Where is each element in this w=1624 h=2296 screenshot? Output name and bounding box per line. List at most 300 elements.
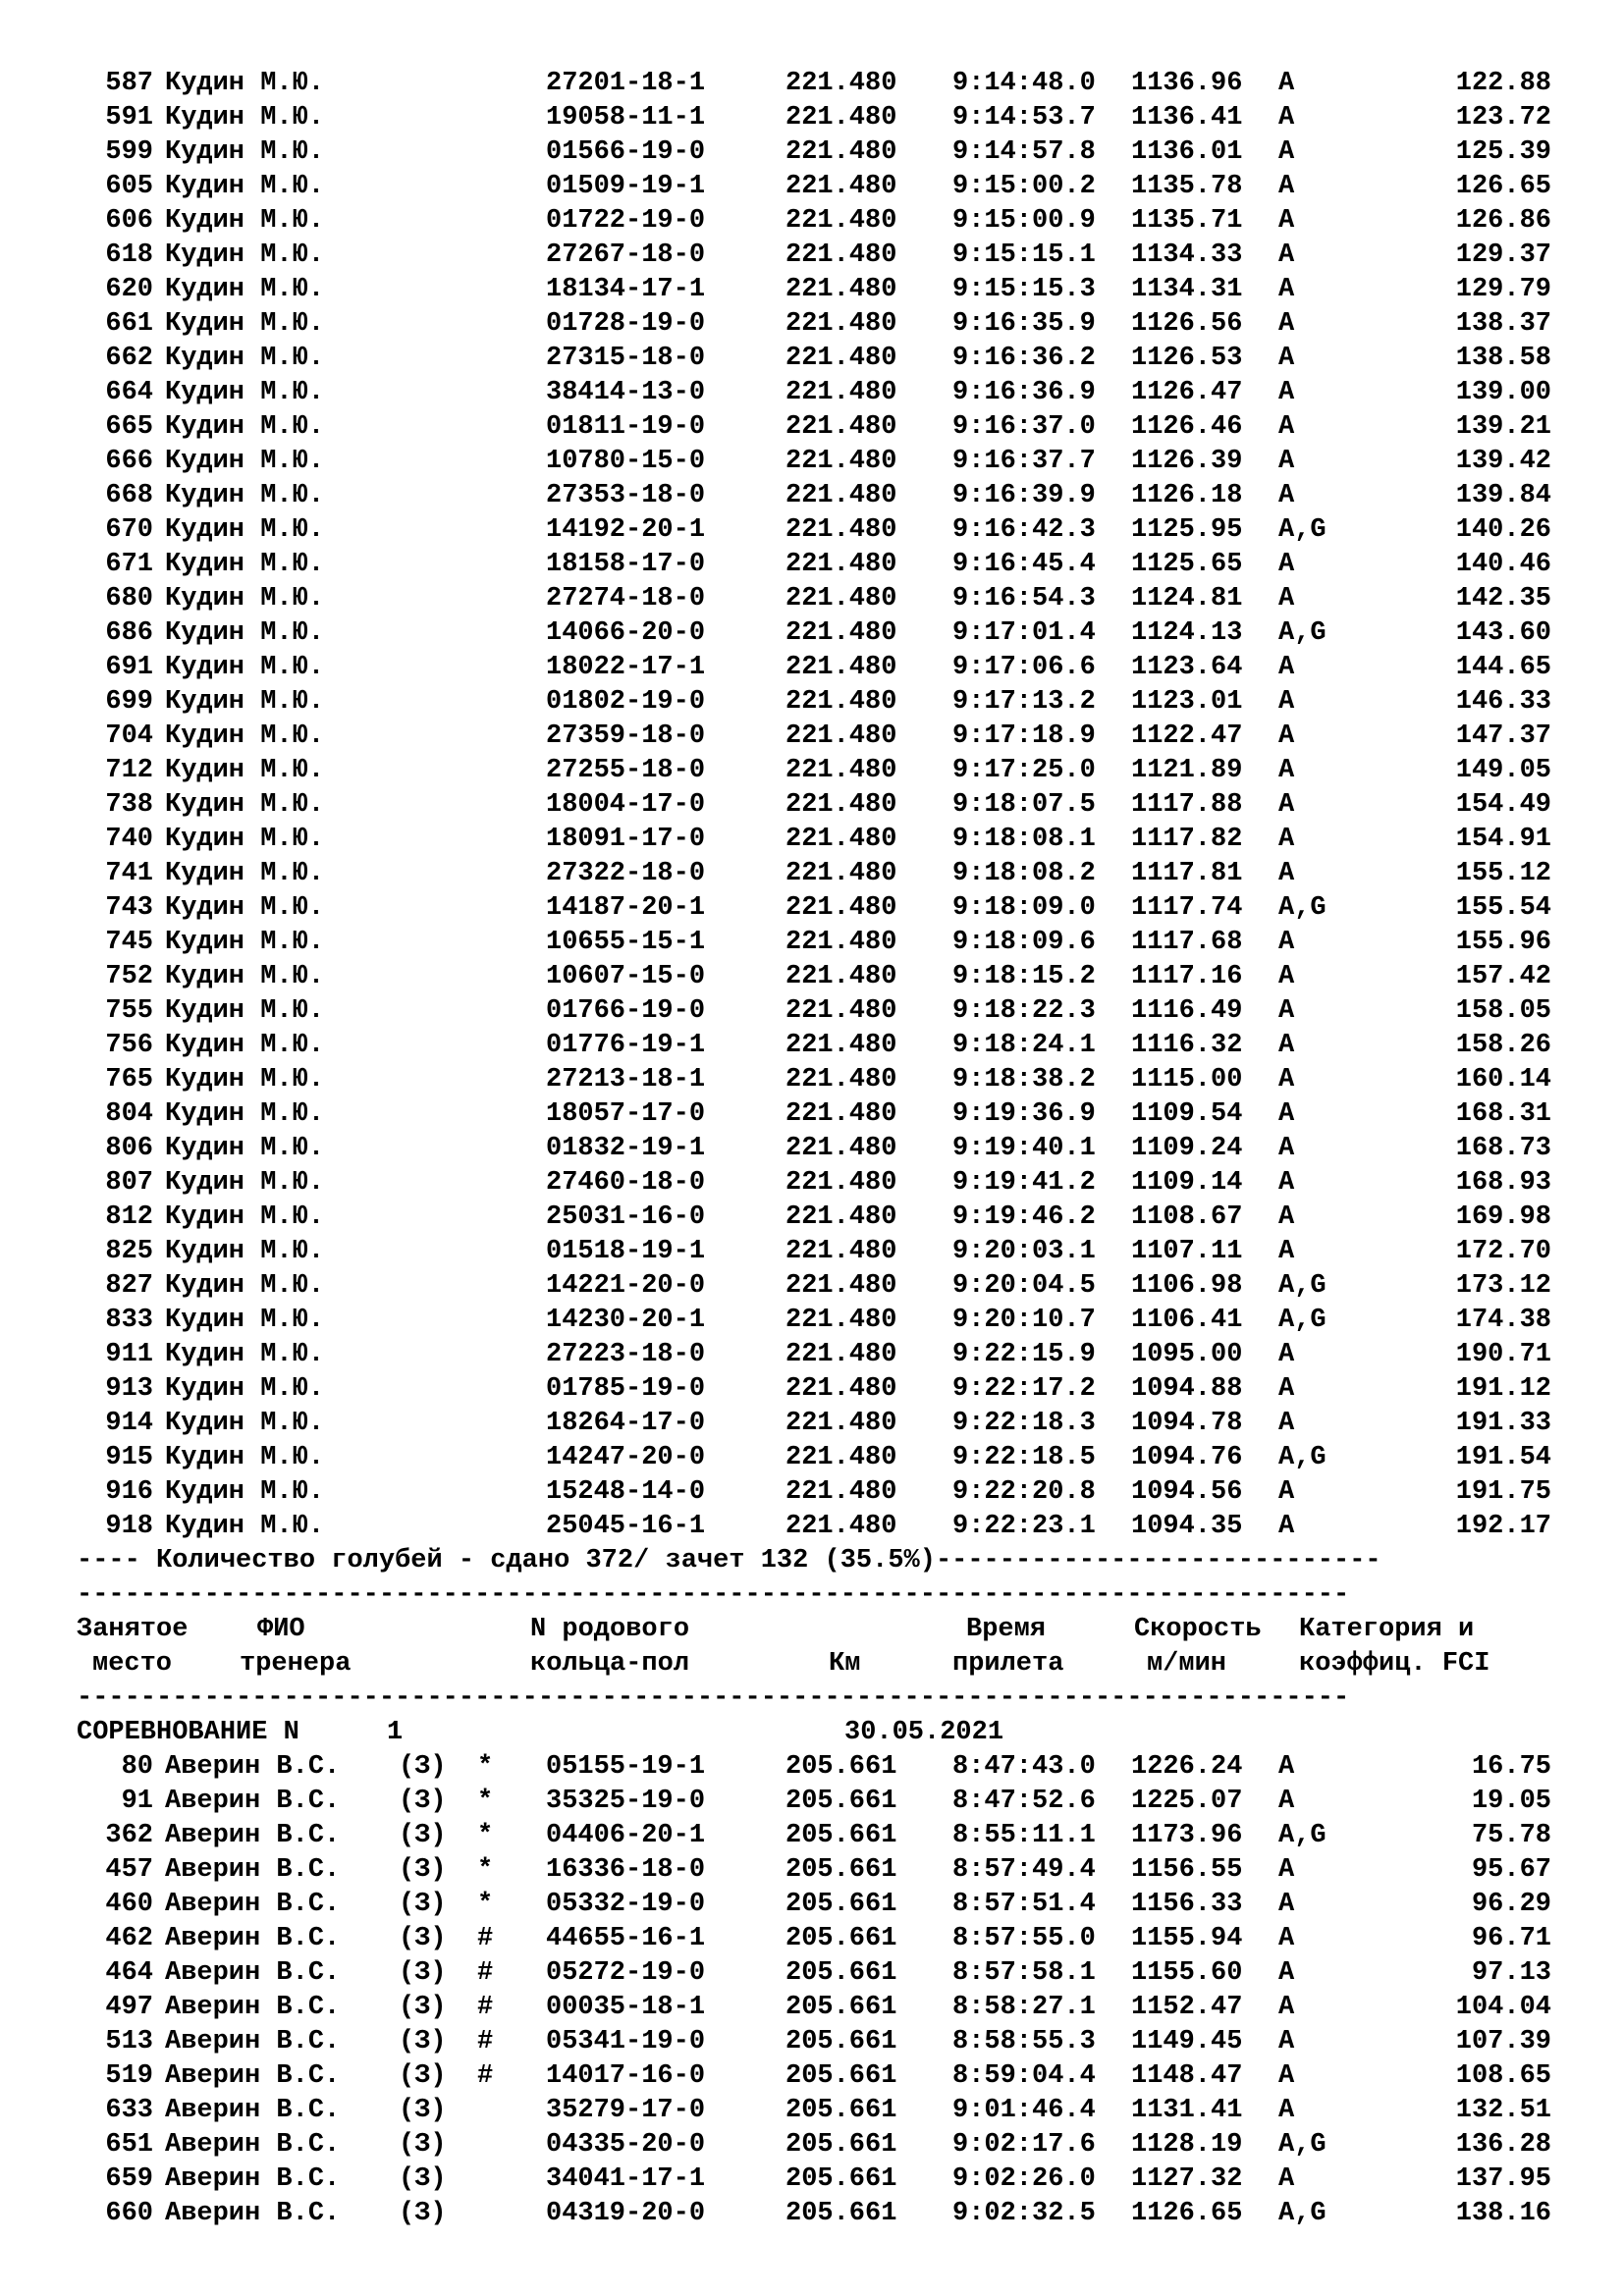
cell-speed: 1127.32 [1131,2164,1243,2194]
cell-time: 9:19:41.2 [952,1168,1096,1198]
table-row [0,239,1624,273]
cell-trainer: Кудин М.Ю. [165,653,325,682]
cell-time: 9:16:36.2 [952,344,1096,373]
cell-coefficient: 139.42 [1455,447,1551,476]
cell-ring: 18057-17-0 [546,1099,706,1129]
table-row [0,857,1624,891]
cell-trainer: Аверин В.С. [165,2199,341,2228]
cell-ring: 10780-15-0 [546,447,706,476]
cell-place: 691 [105,653,153,682]
cell-time: 9:22:23.1 [952,1512,1096,1541]
cell-place: 670 [105,515,153,545]
cell-speed: 1094.76 [1131,1443,1243,1472]
cell-place: 651 [105,2130,153,2160]
cell-club: (З) [399,2061,447,2091]
cell-km: 221.480 [785,996,897,1026]
cell-time: 9:20:04.5 [952,1271,1096,1301]
cell-km: 221.480 [785,790,897,820]
cell-km: 221.480 [785,687,897,717]
cell-coefficient: 104.04 [1455,1993,1551,2022]
cell-trainer: Аверин В.С. [165,2164,341,2194]
cell-km: 221.480 [785,550,897,579]
cell-coefficient: 155.12 [1455,859,1551,888]
cell-category: A [1278,2096,1295,2125]
cell-ring: 14187-20-1 [546,893,706,923]
cell-time: 9:02:17.6 [952,2130,1096,2160]
table-row [0,548,1624,582]
cell-category: A,G [1278,2199,1326,2228]
cell-club: (З) [399,2130,447,2160]
cell-coefficient: 168.93 [1455,1168,1551,1198]
cell-trainer: Кудин М.Ю. [165,550,325,579]
cell-speed: 1109.54 [1131,1099,1243,1129]
cell-km: 205.661 [785,1821,897,1850]
cell-km: 221.480 [785,447,897,476]
cell-place: 686 [105,618,153,648]
cell-ring: 38414-13-0 [546,378,706,407]
cell-place: 825 [105,1237,153,1266]
cell-km: 221.480 [785,481,897,510]
cell-mark: * [477,1752,494,1782]
separator-row-2 [0,1682,1624,1716]
cell-category: A [1278,1512,1295,1541]
cell-ring: 34041-17-1 [546,2164,706,2194]
cell-speed: 1155.60 [1131,1958,1243,1988]
cell-coefficient: 96.29 [1471,1890,1551,1919]
cell-speed: 1128.19 [1131,2130,1243,2160]
cell-category: A [1278,378,1295,407]
cell-club: (З) [399,1993,447,2022]
cell-time: 9:19:40.1 [952,1134,1096,1163]
cell-speed: 1136.96 [1131,69,1243,98]
cell-category: A [1278,1099,1295,1129]
cell-place: 460 [105,1890,153,1919]
cell-ring: 27213-18-1 [546,1065,706,1095]
cell-time: 9:18:08.2 [952,859,1096,888]
cell-category: A [1278,481,1295,510]
table-row [0,651,1624,685]
cell-km: 221.480 [785,206,897,236]
cell-km: 221.480 [785,1065,897,1095]
cell-coefficient: 138.58 [1455,344,1551,373]
cell-km: 205.661 [785,2061,897,2091]
cell-category: A [1278,69,1295,98]
cell-category: A [1278,928,1295,957]
table-row [0,582,1624,616]
cell-category: A [1278,756,1295,785]
table-row [0,754,1624,788]
cell-km: 205.661 [785,2199,897,2228]
cell-place: 605 [105,172,153,201]
separator-row [0,1578,1624,1613]
cell-speed: 1134.33 [1131,240,1243,270]
cell-category: A,G [1278,1821,1326,1850]
cell-coefficient: 158.26 [1455,1031,1551,1060]
cell-place: 745 [105,928,153,957]
cell-time: 9:17:06.6 [952,653,1096,682]
cell-coefficient: 136.28 [1455,2130,1551,2160]
header-place-2: место [92,1649,173,1679]
table-row [0,2163,1624,2197]
cell-place: 618 [105,240,153,270]
cell-category: A [1278,1340,1295,1369]
header-ring: N родового [530,1615,690,1644]
cell-trainer: Аверин В.С. [165,1855,341,1885]
cell-coefficient: 125.39 [1455,137,1551,167]
cell-speed: 1126.56 [1131,309,1243,339]
cell-km: 221.480 [785,893,897,923]
cell-km: 221.480 [785,1409,897,1438]
cell-speed: 1117.74 [1131,893,1243,923]
cell-ring: 10607-15-0 [546,962,706,991]
cell-mark: # [477,1993,494,2022]
cell-club: (З) [399,2199,447,2228]
cell-speed: 1125.65 [1131,550,1243,579]
table-row [0,1338,1624,1372]
cell-trainer: Кудин М.Ю. [165,1271,325,1301]
cell-coefficient: 143.60 [1455,618,1551,648]
cell-category: A [1278,996,1295,1026]
cell-category: A [1278,1924,1295,1953]
cell-coefficient: 129.79 [1455,275,1551,304]
cell-coefficient: 190.71 [1455,1340,1551,1369]
cell-time: 9:22:17.2 [952,1374,1096,1404]
cell-speed: 1106.41 [1131,1306,1243,1335]
cell-coefficient: 97.13 [1471,1958,1551,1988]
cell-place: 914 [105,1409,153,1438]
cell-mark: * [477,1890,494,1919]
cell-place: 80 [121,1752,153,1782]
cell-place: 704 [105,721,153,751]
cell-trainer: Кудин М.Ю. [165,721,325,751]
cell-trainer: Кудин М.Ю. [165,344,325,373]
cell-trainer: Кудин М.Ю. [165,309,325,339]
cell-trainer: Кудин М.Ю. [165,584,325,614]
cell-time: 9:02:26.0 [952,2164,1096,2194]
cell-ring: 01766-19-0 [546,996,706,1026]
cell-place: 743 [105,893,153,923]
cell-mark: # [477,2027,494,2056]
cell-trainer: Кудин М.Ю. [165,1512,325,1541]
cell-ring: 18091-17-0 [546,825,706,854]
cell-category: A [1278,1031,1295,1060]
cell-ring: 01518-19-1 [546,1237,706,1266]
table-row [0,1956,1624,1991]
cell-km: 221.480 [785,756,897,785]
table-row [0,1922,1624,1956]
cell-place: 513 [105,2027,153,2056]
cell-speed: 1109.14 [1131,1168,1243,1198]
header-category-2: коэффиц. FCI [1299,1649,1490,1679]
cell-club: (З) [399,1821,447,1850]
cell-time: 9:16:37.0 [952,412,1096,442]
cell-category: A [1278,790,1295,820]
cell-place: 457 [105,1855,153,1885]
cell-time: 9:14:57.8 [952,137,1096,167]
cell-place: 915 [105,1443,153,1472]
cell-coefficient: 140.26 [1455,515,1551,545]
cell-ring: 18134-17-1 [546,275,706,304]
cell-coefficient: 16.75 [1471,1752,1551,1782]
cell-ring: 19058-11-1 [546,103,706,133]
cell-place: 807 [105,1168,153,1198]
cell-coefficient: 155.96 [1455,928,1551,957]
cell-place: 666 [105,447,153,476]
cell-trainer: Кудин М.Ю. [165,69,325,98]
table-row [0,994,1624,1029]
cell-time: 9:20:03.1 [952,1237,1096,1266]
cell-km: 221.480 [785,928,897,957]
cell-category: A [1278,412,1295,442]
table-row [0,1888,1624,1922]
cell-ring: 15248-14-0 [546,1477,706,1507]
cell-coefficient: 129.37 [1455,240,1551,270]
cell-speed: 1117.81 [1131,859,1243,888]
cell-coefficient: 144.65 [1455,653,1551,682]
cell-coefficient: 157.42 [1455,962,1551,991]
cell-place: 804 [105,1099,153,1129]
cell-km: 221.480 [785,618,897,648]
cell-km: 221.480 [785,1512,897,1541]
results-block-2 [0,1750,1624,2231]
cell-speed: 1117.82 [1131,825,1243,854]
cell-category: A [1278,1374,1295,1404]
cell-ring: 27274-18-0 [546,584,706,614]
cell-place: 662 [105,344,153,373]
cell-coefficient: 192.17 [1455,1512,1551,1541]
cell-time: 9:15:00.9 [952,206,1096,236]
cell-speed: 1123.01 [1131,687,1243,717]
cell-ring: 00035-18-1 [546,1993,706,2022]
cell-ring: 14017-16-0 [546,2061,706,2091]
table-row [0,1201,1624,1235]
table-row [0,342,1624,376]
cell-category: A [1278,309,1295,339]
header-name-2: тренера [240,1649,352,1679]
cell-speed: 1126.53 [1131,344,1243,373]
cell-coefficient: 139.84 [1455,481,1551,510]
cell-time: 9:17:13.2 [952,687,1096,717]
cell-speed: 1094.35 [1131,1512,1243,1541]
cell-trainer: Кудин М.Ю. [165,1306,325,1335]
cell-coefficient: 191.12 [1455,1374,1551,1404]
table-row [0,685,1624,720]
cell-ring: 27201-18-1 [546,69,706,98]
cell-ring: 25045-16-1 [546,1512,706,1541]
cell-trainer: Кудин М.Ю. [165,825,325,854]
cell-place: 741 [105,859,153,888]
cell-time: 9:16:37.7 [952,447,1096,476]
cell-category: A [1278,1065,1295,1095]
cell-ring: 14230-20-1 [546,1306,706,1335]
cell-trainer: Аверин В.С. [165,1993,341,2022]
cell-trainer: Кудин М.Ю. [165,378,325,407]
cell-ring: 35279-17-0 [546,2096,706,2125]
cell-club: (З) [399,2096,447,2125]
cell-category: A [1278,206,1295,236]
cell-km: 221.480 [785,1099,897,1129]
cell-km: 221.480 [785,412,897,442]
header-time: Время [966,1615,1047,1644]
cell-category: A [1278,584,1295,614]
cell-km: 221.480 [785,1202,897,1232]
cell-trainer: Кудин М.Ю. [165,137,325,167]
competition-label: СОРЕВНОВАНИЕ N [77,1718,299,1747]
cell-ring: 18004-17-0 [546,790,706,820]
cell-speed: 1136.41 [1131,103,1243,133]
cell-time: 9:22:18.5 [952,1443,1096,1472]
cell-time: 8:47:43.0 [952,1752,1096,1782]
cell-place: 833 [105,1306,153,1335]
cell-trainer: Аверин В.С. [165,2130,341,2160]
cell-trainer: Аверин В.С. [165,2096,341,2125]
cell-place: 740 [105,825,153,854]
competition-row [0,1716,1624,1750]
cell-km: 221.480 [785,1031,897,1060]
cell-trainer: Кудин М.Ю. [165,1409,325,1438]
table-row [0,788,1624,823]
cell-ring: 44655-16-1 [546,1924,706,1953]
cell-category: A,G [1278,2130,1326,2160]
header-ring-2: кольца-пол [530,1649,690,1679]
cell-ring: 10655-15-1 [546,928,706,957]
cell-ring: 27255-18-0 [546,756,706,785]
cell-km: 205.661 [785,1958,897,1988]
cell-category: A,G [1278,515,1326,545]
cell-ring: 27267-18-0 [546,240,706,270]
header-speed: Скорость [1134,1615,1262,1644]
cell-time: 9:20:10.7 [952,1306,1096,1335]
cell-coefficient: 168.73 [1455,1134,1551,1163]
table-row [0,2128,1624,2163]
cell-category: A [1278,1134,1295,1163]
cell-trainer: Кудин М.Ю. [165,1477,325,1507]
cell-time: 9:17:18.9 [952,721,1096,751]
cell-speed: 1156.33 [1131,1890,1243,1919]
cell-speed: 1109.24 [1131,1134,1243,1163]
header-km: Км [829,1649,861,1679]
cell-category: A [1278,1752,1295,1782]
cell-club: (З) [399,1890,447,1919]
cell-ring: 05332-19-0 [546,1890,706,1919]
cell-coefficient: 137.95 [1455,2164,1551,2194]
cell-speed: 1117.68 [1131,928,1243,957]
cell-time: 9:15:15.1 [952,240,1096,270]
cell-place: 91 [121,1787,153,1816]
table-row [0,1441,1624,1475]
cell-speed: 1135.71 [1131,206,1243,236]
cell-km: 221.480 [785,172,897,201]
table-row [0,273,1624,307]
cell-trainer: Кудин М.Ю. [165,447,325,476]
cell-category: A [1278,1237,1295,1266]
cell-place: 519 [105,2061,153,2091]
cell-category: A,G [1278,618,1326,648]
cell-place: 620 [105,275,153,304]
cell-speed: 1094.56 [1131,1477,1243,1507]
cell-place: 664 [105,378,153,407]
cell-place: 462 [105,1924,153,1953]
cell-time: 8:47:52.6 [952,1787,1096,1816]
cell-place: 633 [105,2096,153,2125]
competition-number: 1 [387,1718,404,1747]
cell-place: 752 [105,962,153,991]
cell-speed: 1116.49 [1131,996,1243,1026]
table-row [0,1166,1624,1201]
cell-trainer: Кудин М.Ю. [165,1065,325,1095]
cell-trainer: Кудин М.Ю. [165,618,325,648]
cell-coefficient: 149.05 [1455,756,1551,785]
cell-place: 699 [105,687,153,717]
cell-speed: 1126.39 [1131,447,1243,476]
cell-time: 9:16:54.3 [952,584,1096,614]
cell-speed: 1155.94 [1131,1924,1243,1953]
cell-coefficient: 19.05 [1471,1787,1551,1816]
cell-km: 221.480 [785,1477,897,1507]
cell-place: 712 [105,756,153,785]
cell-category: A [1278,1202,1295,1232]
cell-km: 221.480 [785,1443,897,1472]
cell-km: 221.480 [785,1134,897,1163]
cell-coefficient: 173.12 [1455,1271,1551,1301]
cell-coefficient: 139.00 [1455,378,1551,407]
cell-speed: 1095.00 [1131,1340,1243,1369]
cell-trainer: Кудин М.Ю. [165,1031,325,1060]
separator-line: -------------------------------------------------------------------------------- [77,1580,1350,1610]
table-row [0,926,1624,960]
table-row [0,1235,1624,1269]
cell-time: 9:01:46.4 [952,2096,1096,2125]
cell-km: 221.480 [785,275,897,304]
cell-speed: 1126.65 [1131,2199,1243,2228]
table-row [0,2025,1624,2059]
table-row [0,2197,1624,2231]
cell-place: 671 [105,550,153,579]
cell-category: A [1278,172,1295,201]
cell-km: 221.480 [785,1306,897,1335]
separator-line-2: -------------------------------------------------------------------------------- [77,1683,1350,1713]
cell-coefficient: 147.37 [1455,721,1551,751]
cell-coefficient: 95.67 [1471,1855,1551,1885]
cell-ring: 18264-17-0 [546,1409,706,1438]
cell-coefficient: 96.71 [1471,1924,1551,1953]
cell-speed: 1156.55 [1131,1855,1243,1885]
cell-category: A [1278,2164,1295,2194]
table-row [0,891,1624,926]
cell-place: 497 [105,1993,153,2022]
cell-ring: 05155-19-1 [546,1752,706,1782]
table-row [0,479,1624,513]
header-speed-2: м/мин [1147,1649,1227,1679]
cell-time: 8:58:27.1 [952,1993,1096,2022]
cell-mark: * [477,1855,494,1885]
cell-coefficient: 174.38 [1455,1306,1551,1335]
cell-time: 9:17:01.4 [952,618,1096,648]
cell-coefficient: 154.91 [1455,825,1551,854]
cell-speed: 1152.47 [1131,1993,1243,2022]
cell-coefficient: 160.14 [1455,1065,1551,1095]
cell-trainer: Аверин В.С. [165,2027,341,2056]
cell-ring: 27315-18-0 [546,344,706,373]
cell-trainer: Кудин М.Ю. [165,859,325,888]
cell-mark: * [477,1821,494,1850]
cell-time: 9:15:15.3 [952,275,1096,304]
cell-trainer: Кудин М.Ю. [165,103,325,133]
table-row [0,960,1624,994]
cell-category: A [1278,344,1295,373]
cell-time: 8:57:49.4 [952,1855,1096,1885]
cell-category: A [1278,275,1295,304]
